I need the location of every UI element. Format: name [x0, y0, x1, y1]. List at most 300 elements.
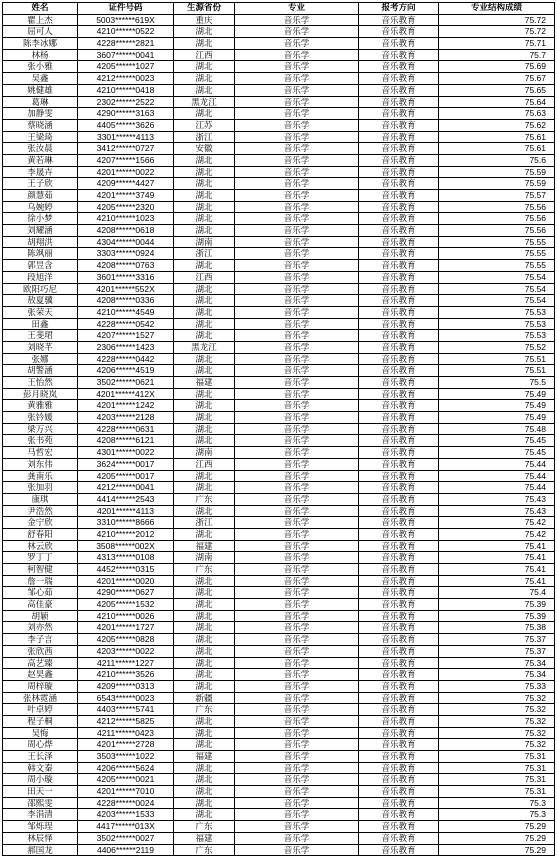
cell-major: 音乐学 — [235, 681, 359, 693]
cell-province: 湖北 — [174, 260, 235, 272]
table-row — [3, 178, 555, 190]
cell-major: 音乐学 — [235, 108, 359, 120]
cell-id-number: 4209******0313 — [78, 681, 174, 693]
cell-province: 湖北 — [174, 728, 235, 740]
cell-province: 湖北 — [174, 330, 235, 342]
cell-score: 75.71 — [439, 38, 555, 50]
cell-province: 湖北 — [174, 529, 235, 541]
table-row — [3, 26, 555, 38]
cell-name: 李涓清 — [3, 809, 78, 821]
cell-major: 音乐学 — [235, 389, 359, 401]
cell-name: 张汝晨 — [3, 143, 78, 155]
cell-direction: 音乐教育 — [359, 833, 439, 845]
cell-score: 75.7 — [439, 50, 555, 62]
cell-name: 张欣茜 — [3, 646, 78, 658]
cell-direction: 音乐教育 — [359, 517, 439, 529]
cell-score: 75.49 — [439, 400, 555, 412]
cell-score: 75.31 — [439, 774, 555, 786]
table-row — [3, 774, 555, 786]
cell-id-number: 4208******0763 — [78, 260, 174, 272]
header-score: 专业结构成绩 — [439, 3, 555, 15]
cell-score: 75.6 — [439, 155, 555, 167]
cell-name: 张小雅 — [3, 61, 78, 73]
cell-id-number: 4228******2821 — [78, 38, 174, 50]
table-row — [3, 354, 555, 366]
cell-province: 湖北 — [174, 202, 235, 214]
table-row — [3, 622, 555, 634]
cell-province: 湖北 — [174, 319, 235, 331]
cell-id-number: 3502******0621 — [78, 377, 174, 389]
cell-province: 湖北 — [174, 26, 235, 38]
cell-direction: 音乐教育 — [359, 435, 439, 447]
cell-score: 75.54 — [439, 272, 555, 284]
cell-province: 新疆 — [174, 693, 235, 705]
cell-major: 音乐学 — [235, 494, 359, 506]
cell-major: 音乐学 — [235, 459, 359, 471]
cell-direction: 音乐教育 — [359, 330, 439, 342]
cell-major: 音乐学 — [235, 330, 359, 342]
cell-id-number: 6543******0023 — [78, 693, 174, 705]
table-row — [3, 284, 555, 296]
cell-id-number: 4207******1566 — [78, 155, 174, 167]
cell-major: 音乐学 — [235, 739, 359, 751]
cell-major: 音乐学 — [235, 26, 359, 38]
cell-score: 75.44 — [439, 459, 555, 471]
cell-name: 徐小梦 — [3, 213, 78, 225]
cell-id-number: 4210******0026 — [78, 611, 174, 623]
cell-major: 音乐学 — [235, 85, 359, 97]
cell-id-number: 3601******3316 — [78, 272, 174, 284]
cell-id-number: 4201******1727 — [78, 622, 174, 634]
cell-major: 音乐学 — [235, 284, 359, 296]
cell-name: 邵熙雯 — [3, 798, 78, 810]
cell-direction: 音乐教育 — [359, 599, 439, 611]
cell-name: 马哲宏 — [3, 447, 78, 459]
cell-major: 音乐学 — [235, 365, 359, 377]
cell-major: 音乐学 — [235, 798, 359, 810]
cell-name: 瞿上杰 — [3, 15, 78, 27]
cell-score: 75.33 — [439, 681, 555, 693]
cell-score: 75.42 — [439, 529, 555, 541]
cell-id-number: 4205******1027 — [78, 61, 174, 73]
table-row — [3, 587, 555, 599]
cell-score: 75.43 — [439, 494, 555, 506]
cell-name: 刘东伟 — [3, 459, 78, 471]
cell-score: 75.32 — [439, 704, 555, 716]
cell-name: 邹烁珵 — [3, 821, 78, 833]
cell-name: 姚健雄 — [3, 85, 78, 97]
cell-province: 江西 — [174, 50, 235, 62]
cell-direction: 音乐教育 — [359, 587, 439, 599]
cell-direction: 音乐教育 — [359, 213, 439, 225]
cell-province: 湖北 — [174, 587, 235, 599]
cell-province: 黑龙江 — [174, 97, 235, 109]
cell-major: 音乐学 — [235, 143, 359, 155]
cell-id-number: 4405******3626 — [78, 120, 174, 132]
table-row — [3, 576, 555, 588]
cell-major: 音乐学 — [235, 15, 359, 27]
cell-score: 75.39 — [439, 599, 555, 611]
cell-name: 金宁欣 — [3, 517, 78, 529]
cell-major: 音乐学 — [235, 447, 359, 459]
cell-score: 75.72 — [439, 15, 555, 27]
cell-province: 安徽 — [174, 143, 235, 155]
table-row — [3, 459, 555, 471]
cell-score: 75.48 — [439, 424, 555, 436]
cell-id-number: 4210******2012 — [78, 529, 174, 541]
cell-id-number: 4210******4549 — [78, 307, 174, 319]
cell-province: 湖北 — [174, 506, 235, 518]
cell-major: 音乐学 — [235, 646, 359, 658]
cell-id-number: 4207******1527 — [78, 330, 174, 342]
table-row — [3, 681, 555, 693]
cell-name: 周梓璇 — [3, 681, 78, 693]
cell-name: 王斐珺 — [3, 330, 78, 342]
table-row — [3, 435, 555, 447]
cell-name: 刘晓芊 — [3, 342, 78, 354]
cell-score: 75.54 — [439, 295, 555, 307]
cell-direction: 音乐教育 — [359, 751, 439, 763]
cell-direction: 音乐教育 — [359, 190, 439, 202]
cell-province: 湖南 — [174, 552, 235, 564]
header-id-number: 证件号码 — [78, 3, 174, 15]
header-name: 姓名 — [3, 3, 78, 15]
cell-name: 郭昱含 — [3, 260, 78, 272]
cell-major: 音乐学 — [235, 669, 359, 681]
cell-name: 屈可人 — [3, 26, 78, 38]
cell-name: 加静雯 — [3, 108, 78, 120]
table-row — [3, 482, 555, 494]
cell-id-number: 4201******2728 — [78, 739, 174, 751]
cell-direction: 音乐教育 — [359, 132, 439, 144]
cell-id-number: 4201******0020 — [78, 576, 174, 588]
cell-score: 75.41 — [439, 564, 555, 576]
cell-major: 音乐学 — [235, 400, 359, 412]
cell-direction: 音乐教育 — [359, 763, 439, 775]
cell-name: 李晟卉 — [3, 167, 78, 179]
cell-id-number: 4290******0627 — [78, 587, 174, 599]
cell-province: 湖北 — [174, 471, 235, 483]
cell-score: 75.41 — [439, 552, 555, 564]
cell-direction: 音乐教育 — [359, 108, 439, 120]
cell-province: 湖北 — [174, 61, 235, 73]
cell-id-number: 4208******6121 — [78, 435, 174, 447]
cell-id-number: 4211******1227 — [78, 658, 174, 670]
cell-direction: 音乐教育 — [359, 552, 439, 564]
cell-score: 75.61 — [439, 143, 555, 155]
cell-score: 75.34 — [439, 658, 555, 670]
cell-major: 音乐学 — [235, 529, 359, 541]
table-row — [3, 260, 555, 272]
cell-direction: 音乐教育 — [359, 704, 439, 716]
cell-id-number: 4208******0336 — [78, 295, 174, 307]
cell-major: 音乐学 — [235, 704, 359, 716]
cell-score: 75.29 — [439, 821, 555, 833]
cell-province: 湖北 — [174, 482, 235, 494]
cell-major: 音乐学 — [235, 424, 359, 436]
cell-province: 浙江 — [174, 517, 235, 529]
cell-direction: 音乐教育 — [359, 482, 439, 494]
cell-province: 湖北 — [174, 365, 235, 377]
cell-name: 张娜 — [3, 354, 78, 366]
cell-direction: 音乐教育 — [359, 716, 439, 728]
cell-direction: 音乐教育 — [359, 622, 439, 634]
table-row — [3, 85, 555, 97]
cell-name: 梁万兴 — [3, 424, 78, 436]
cell-major: 音乐学 — [235, 97, 359, 109]
cell-id-number: 4205******0017 — [78, 471, 174, 483]
cell-province: 福建 — [174, 751, 235, 763]
cell-province: 湖北 — [174, 435, 235, 447]
cell-id-number: 4228******0024 — [78, 798, 174, 810]
cell-direction: 音乐教育 — [359, 541, 439, 553]
table-row — [3, 61, 555, 73]
cell-direction: 音乐教育 — [359, 611, 439, 623]
cell-direction: 音乐教育 — [359, 646, 439, 658]
table-row — [3, 564, 555, 576]
cell-province: 江西 — [174, 272, 235, 284]
cell-major: 音乐学 — [235, 658, 359, 670]
cell-province: 湖北 — [174, 307, 235, 319]
cell-score: 75.56 — [439, 213, 555, 225]
cell-province: 浙江 — [174, 132, 235, 144]
cell-score: 75.43 — [439, 506, 555, 518]
cell-id-number: 4203******1533 — [78, 809, 174, 821]
cell-major: 音乐学 — [235, 786, 359, 798]
cell-province: 湖北 — [174, 611, 235, 623]
cell-province: 湖北 — [174, 646, 235, 658]
table-row — [3, 646, 555, 658]
cell-direction: 音乐教育 — [359, 295, 439, 307]
cell-direction: 音乐教育 — [359, 658, 439, 670]
table-row — [3, 845, 555, 857]
cell-id-number: 4201******1242 — [78, 400, 174, 412]
table-row — [3, 517, 555, 529]
cell-name: 林杨 — [3, 50, 78, 62]
cell-id-number: 4313******0108 — [78, 552, 174, 564]
cell-name: 高佳豪 — [3, 599, 78, 611]
table-row — [3, 97, 555, 109]
cell-id-number: 4452******0315 — [78, 564, 174, 576]
cell-major: 音乐学 — [235, 73, 359, 85]
cell-major: 音乐学 — [235, 541, 359, 553]
cell-name: 欧阳巧尼 — [3, 284, 78, 296]
cell-score: 75.32 — [439, 728, 555, 740]
cell-direction: 音乐教育 — [359, 389, 439, 401]
cell-id-number: 4201******3749 — [78, 190, 174, 202]
cell-province: 湖北 — [174, 622, 235, 634]
table-row — [3, 330, 555, 342]
table-row — [3, 377, 555, 389]
cell-score: 75.45 — [439, 435, 555, 447]
cell-score: 75.56 — [439, 225, 555, 237]
cell-province: 湖北 — [174, 809, 235, 821]
cell-name: 舒春阳 — [3, 529, 78, 541]
table-row — [3, 821, 555, 833]
cell-id-number: 4406******2119 — [78, 845, 174, 857]
cell-major: 音乐学 — [235, 38, 359, 50]
cell-major: 音乐学 — [235, 763, 359, 775]
cell-province: 黑龙江 — [174, 342, 235, 354]
cell-name: 罗丁丁 — [3, 552, 78, 564]
table-row — [3, 693, 555, 705]
cell-name: 彭月晓岚 — [3, 389, 78, 401]
cell-name: 王怡然 — [3, 377, 78, 389]
cell-province: 湖北 — [174, 108, 235, 120]
cell-province: 重庆 — [174, 15, 235, 27]
cell-province: 湖北 — [174, 295, 235, 307]
cell-name: 程子桐 — [3, 716, 78, 728]
cell-direction: 音乐教育 — [359, 342, 439, 354]
cell-major: 音乐学 — [235, 354, 359, 366]
cell-name: 颜慧茹 — [3, 190, 78, 202]
cell-direction: 音乐教育 — [359, 669, 439, 681]
table-row — [3, 272, 555, 284]
cell-major: 音乐学 — [235, 225, 359, 237]
cell-id-number: 4208******0618 — [78, 225, 174, 237]
cell-id-number: 3607******0041 — [78, 50, 174, 62]
cell-direction: 音乐教育 — [359, 178, 439, 190]
cell-score: 75.53 — [439, 330, 555, 342]
cell-id-number: 4203******2128 — [78, 412, 174, 424]
cell-province: 广东 — [174, 704, 235, 716]
cell-id-number: 3303******0924 — [78, 248, 174, 260]
cell-score: 75.53 — [439, 319, 555, 331]
cell-score: 75.67 — [439, 73, 555, 85]
cell-major: 音乐学 — [235, 178, 359, 190]
cell-province: 湖北 — [174, 634, 235, 646]
cell-score: 75.45 — [439, 447, 555, 459]
cell-major: 音乐学 — [235, 377, 359, 389]
cell-name: 蔡晓涵 — [3, 120, 78, 132]
table-row — [3, 15, 555, 27]
cell-major: 音乐学 — [235, 213, 359, 225]
cell-id-number: 4205******2320 — [78, 202, 174, 214]
header-province: 生源省份 — [174, 3, 235, 15]
cell-name: 周小璇 — [3, 774, 78, 786]
cell-direction: 音乐教育 — [359, 634, 439, 646]
cell-id-number: 3508******002X — [78, 541, 174, 553]
table-row — [3, 202, 555, 214]
cell-name: 黄雅雅 — [3, 400, 78, 412]
cell-name: 周心烨 — [3, 739, 78, 751]
table-row — [3, 248, 555, 260]
cell-direction: 音乐教育 — [359, 798, 439, 810]
cell-name: 敖夏骥 — [3, 295, 78, 307]
cell-province: 湖北 — [174, 739, 235, 751]
cell-direction: 音乐教育 — [359, 319, 439, 331]
table-row — [3, 809, 555, 821]
cell-direction: 音乐教育 — [359, 307, 439, 319]
table-row — [3, 669, 555, 681]
cell-major: 音乐学 — [235, 471, 359, 483]
table-row — [3, 50, 555, 62]
cell-province: 福建 — [174, 377, 235, 389]
cell-score: 75.56 — [439, 202, 555, 214]
cell-name: 高艺臻 — [3, 658, 78, 670]
cell-major: 音乐学 — [235, 295, 359, 307]
cell-name: 林云欣 — [3, 541, 78, 553]
cell-major: 音乐学 — [235, 552, 359, 564]
cell-id-number: 4210******0522 — [78, 26, 174, 38]
cell-direction: 音乐教育 — [359, 248, 439, 260]
cell-id-number: 5003******619X — [78, 15, 174, 27]
cell-province: 湖北 — [174, 669, 235, 681]
cell-province: 江苏 — [174, 120, 235, 132]
cell-score: 75.57 — [439, 190, 555, 202]
cell-id-number: 4212******5825 — [78, 716, 174, 728]
cell-name: 刘耀涵 — [3, 225, 78, 237]
cell-id-number: 4228******0542 — [78, 319, 174, 331]
table-row — [3, 494, 555, 506]
cell-score: 75.3 — [439, 798, 555, 810]
cell-name: 张书苑 — [3, 435, 78, 447]
table-row — [3, 728, 555, 740]
table-row — [3, 704, 555, 716]
cell-id-number: 4304******0044 — [78, 237, 174, 249]
cell-province: 湖北 — [174, 576, 235, 588]
cell-score: 75.61 — [439, 132, 555, 144]
cell-major: 音乐学 — [235, 237, 359, 249]
cell-province: 湖北 — [174, 774, 235, 786]
cell-id-number: 4210******3526 — [78, 669, 174, 681]
cell-name: 张加羽 — [3, 482, 78, 494]
table-row — [3, 365, 555, 377]
cell-major: 音乐学 — [235, 202, 359, 214]
cell-province: 湖北 — [174, 412, 235, 424]
cell-province: 湖南 — [174, 447, 235, 459]
cell-direction: 音乐教育 — [359, 97, 439, 109]
cell-id-number: 4209******4427 — [78, 178, 174, 190]
cell-direction: 音乐教育 — [359, 202, 439, 214]
cell-name: 胡翔洪 — [3, 237, 78, 249]
header-major: 专业 — [235, 3, 359, 15]
cell-direction: 音乐教育 — [359, 284, 439, 296]
cell-major: 音乐学 — [235, 307, 359, 319]
cell-name: 王子欣 — [3, 178, 78, 190]
cell-direction: 音乐教育 — [359, 155, 439, 167]
cell-province: 湖北 — [174, 155, 235, 167]
cell-direction: 音乐教育 — [359, 459, 439, 471]
cell-score: 75.42 — [439, 517, 555, 529]
cell-major: 音乐学 — [235, 611, 359, 623]
cell-name: 陈李冰娜 — [3, 38, 78, 50]
cell-major: 音乐学 — [235, 61, 359, 73]
table-row — [3, 143, 555, 155]
cell-major: 音乐学 — [235, 50, 359, 62]
cell-direction: 音乐教育 — [359, 143, 439, 155]
cell-score: 75.69 — [439, 61, 555, 73]
table-row — [3, 190, 555, 202]
cell-major: 音乐学 — [235, 634, 359, 646]
cell-direction: 音乐教育 — [359, 529, 439, 541]
cell-id-number: 4201******0022 — [78, 167, 174, 179]
cell-id-number: 4417******013X — [78, 821, 174, 833]
cell-major: 音乐学 — [235, 260, 359, 272]
cell-score: 75.51 — [439, 354, 555, 366]
cell-name: 吴鑫 — [3, 73, 78, 85]
cell-major: 音乐学 — [235, 482, 359, 494]
cell-major: 音乐学 — [235, 587, 359, 599]
cell-name: 田鑫 — [3, 319, 78, 331]
table-row — [3, 716, 555, 728]
cell-province: 湖北 — [174, 599, 235, 611]
cell-major: 音乐学 — [235, 435, 359, 447]
cell-score: 75.65 — [439, 85, 555, 97]
cell-score: 75.49 — [439, 389, 555, 401]
cell-score: 75.59 — [439, 167, 555, 179]
cell-name: 黄若琳 — [3, 155, 78, 167]
